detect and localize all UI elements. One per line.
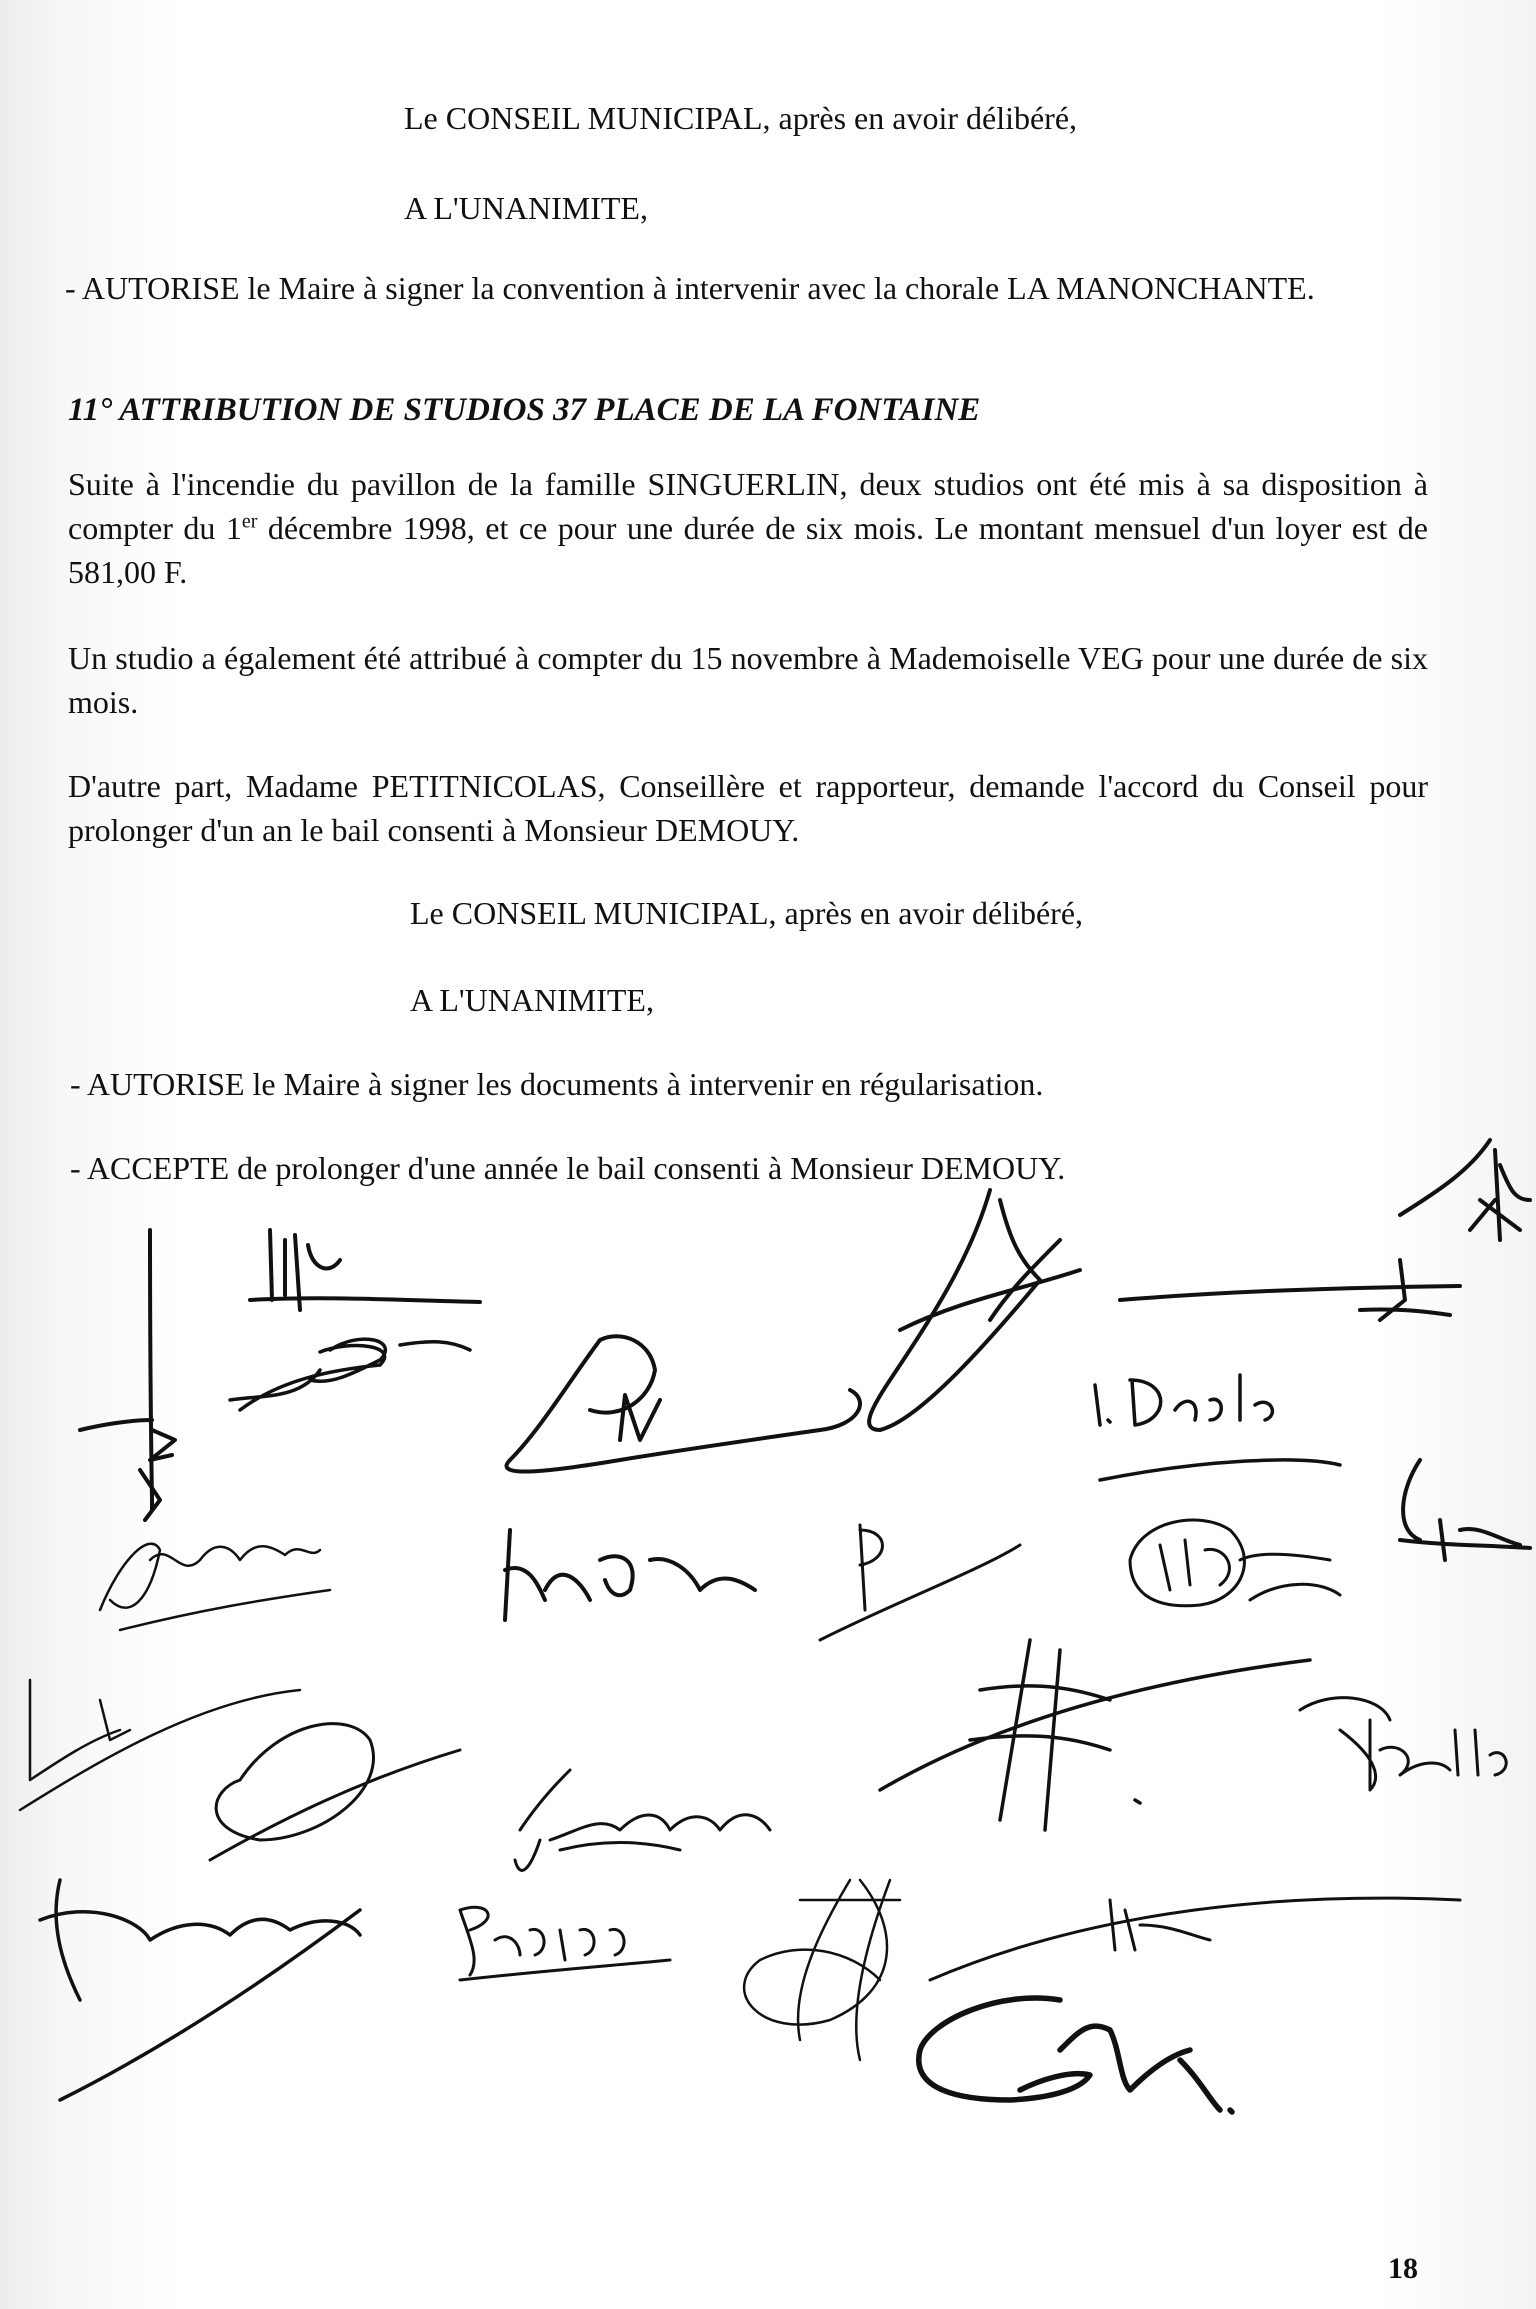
signature-16 xyxy=(40,1880,360,2100)
signature-22 xyxy=(930,1898,1460,1980)
signature-17 xyxy=(515,1770,770,1870)
signature-8 xyxy=(1095,1375,1340,1480)
signature-15 xyxy=(210,1724,460,1860)
signature-13 xyxy=(1400,1460,1530,1560)
signature-21 xyxy=(744,1880,900,2060)
council-deliberation-line-2: Le CONSEIL MUNICIPAL, après en avoir délibéré, xyxy=(410,895,1084,931)
signature-14 xyxy=(20,1680,300,1810)
unanimity-line-2: A L'UNANIMITE, xyxy=(410,982,654,1018)
signature-3 xyxy=(230,1339,470,1410)
signature-9 xyxy=(100,1544,330,1630)
signature-18 xyxy=(880,1640,1310,1830)
section-heading: 11° ATTRIBUTION DE STUDIOS 37 PLACE DE LA FONTAINE xyxy=(68,392,981,428)
signature-20 xyxy=(460,1907,670,1980)
signature-23 xyxy=(919,1998,1232,2112)
paragraph-lease-extension: D'autre part, Madame PETITNICOLAS, Conseillère et rapporteur, demande l'accord du Conseil pour prolonger d'un an le bail consenti à Monsieur DEMOUY. xyxy=(68,768,1428,848)
signature-19 xyxy=(1300,1698,1506,1790)
paragraph-studio-veg: Un studio a également été attribué à compter du 15 novembre à Mademoiselle VEG pour une durée de six mois. xyxy=(68,640,1428,720)
council-deliberation-line: Le CONSEIL MUNICIPAL, après en avoir délibéré, xyxy=(404,100,1078,136)
accept-lease-item: - ACCEPTE de prolonger d'une année le bail consenti à Monsieur DEMOUY. xyxy=(70,1150,1066,1186)
signature-11 xyxy=(820,1525,1020,1640)
signature-12 xyxy=(1130,1520,1340,1606)
page-number: 18 xyxy=(1388,2252,1418,2285)
signature-4 xyxy=(507,1336,860,1471)
signature-2 xyxy=(250,1230,480,1310)
signature-5 xyxy=(869,1190,1080,1430)
authorize-documents-item: - AUTORISE le Maire à signer les documents à intervenir en régularisation. xyxy=(70,1066,1044,1102)
signature-1 xyxy=(80,1230,175,1520)
paragraph-fire-text-b: décembre 1998, et ce pour une durée de six mois. Le montant mensuel d'un loyer est de 581,00 F. xyxy=(68,510,1429,590)
signature-7 xyxy=(1120,1260,1460,1320)
authorize-convention-item: - AUTORISE le Maire à signer la convention à intervenir avec la chorale LA MANONCHANTE. xyxy=(65,270,1315,306)
signature-6 xyxy=(1400,1140,1530,1240)
ordinal-superscript: er xyxy=(241,510,258,533)
paragraph-fire-text-a: Suite à l'incendie du pavillon de la famille SINGUERLIN, deux studios ont été mis à sa disposition à compter du 1 xyxy=(68,466,1428,546)
signature-10 xyxy=(505,1530,755,1620)
unanimity-line: A L'UNANIMITE, xyxy=(404,190,648,226)
